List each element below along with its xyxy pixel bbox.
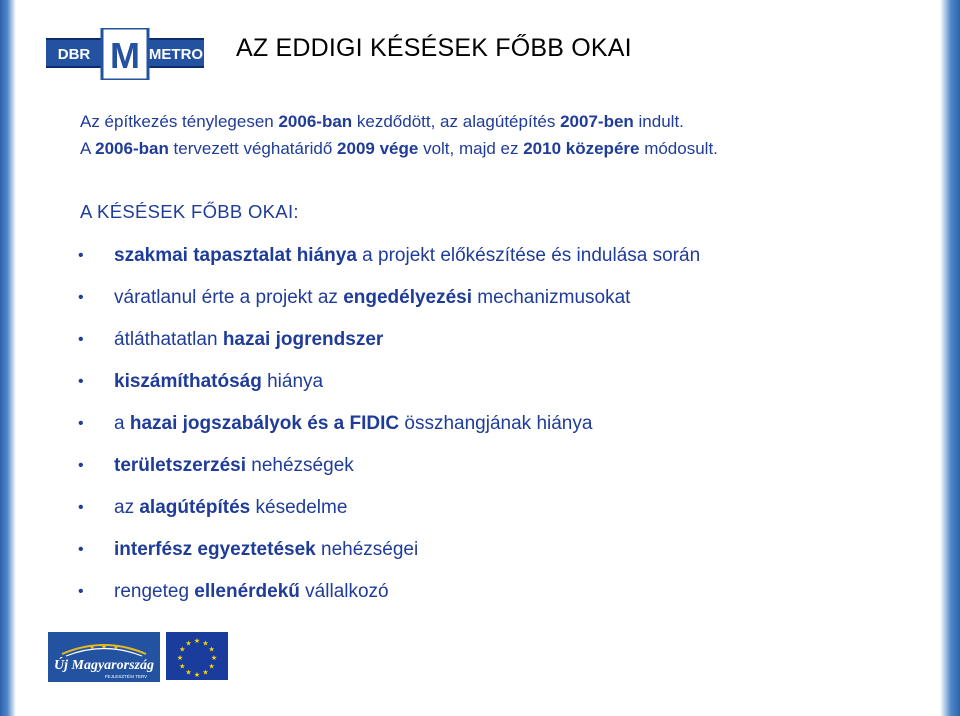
svg-text:★: ★ [208,662,215,671]
svg-text:★: ★ [202,639,209,648]
list-item [78,320,918,362]
intro-text-span: tervezett véghatáridő [168,139,338,158]
item-bold-text: alagútépítés [139,497,251,518]
intro-text-span: kezdődött, az alagútépítés [352,112,561,131]
item-bold-text: területszerzési [114,455,247,476]
bullet-icon: • [78,583,84,600]
list-item [78,278,918,320]
intro-line-1 [80,108,900,135]
intro-bold-span: 2006-ban [95,139,169,158]
list-item [78,236,918,278]
bullet-icon: • [78,457,84,474]
svg-text:★: ★ [193,671,201,679]
bullet-icon: • [78,415,84,432]
list-item [78,404,918,446]
svg-text:★: ★ [179,662,186,671]
svg-text:★: ★ [193,637,201,645]
intro-text [80,108,900,162]
item-text: nehézségei [315,539,419,560]
item-text: váratlanul érte a projekt az [114,287,344,308]
item-bold-text: kiszámíthatóság [114,371,262,392]
item-text: rengeteg [114,581,195,602]
list-item [78,572,918,614]
bullet-icon: • [78,373,84,390]
item-text: mechanizmusokat [472,287,631,308]
logo-right-text: METRO [148,46,204,63]
svg-text:★: ★ [185,668,192,677]
item-bold-text: engedélyezési [343,287,473,308]
section-heading: A KÉSÉSEK FŐBB OKAI: [80,201,299,222]
svg-text:★: ★ [208,645,215,654]
item-bold-text: interfész egyeztetések [114,539,316,560]
right-edge-bar [940,0,960,716]
bullet-icon: • [78,247,84,264]
uj-magyarorszag-logo [48,632,160,682]
svg-text:★: ★ [176,654,184,662]
hu-logo-subtext: FEJLESZTÉSI TERV [104,674,148,679]
item-bold-text: szakmai tapasztalat hiánya [114,245,357,266]
bullet-icon: • [78,541,84,558]
item-text: vállalkozó [299,581,389,602]
intro-text-span: Az építkezés ténylegesen [80,112,279,131]
intro-line-2 [80,135,900,162]
svg-text:★: ★ [210,654,218,662]
intro-text-span: módosult. [639,139,718,158]
bullet-icon: • [78,289,84,306]
item-bold-text: hazai jogrendszer [222,329,384,350]
svg-text:★: ★ [185,639,192,648]
item-text: összhangjának hiánya [399,413,593,434]
bullet-icon: • [78,331,84,348]
item-text: a projekt előkészítése és indulása során [356,245,701,266]
svg-text:★: ★ [202,668,209,677]
item-text: hiánya [261,371,324,392]
list-item [78,530,918,572]
eu-flag-icon [166,632,228,680]
item-text: nehézségek [246,455,354,476]
item-text: átláthatatlan [114,329,223,350]
item-text: késedelme [250,497,348,518]
causes-list [78,236,918,614]
left-edge-bar [0,0,16,716]
intro-bold-span: 2007-ben [560,112,634,131]
list-item [78,446,918,488]
intro-bold-span: 2009 vége [337,139,419,158]
item-text: az [114,497,140,518]
intro-text-span: A [80,139,96,158]
logo-mark: M [110,35,140,76]
intro-bold-span: 2010 közepére [523,139,640,158]
hu-logo-text: Új Magyarország [54,658,154,673]
list-item [78,488,918,530]
item-bold-text: hazai jogszabályok és a FIDIC [129,413,400,434]
logo-left-text: DBR [57,46,91,63]
bullet-icon: • [78,499,84,516]
intro-text-span: indult. [633,112,684,131]
svg-text:★: ★ [179,645,186,654]
list-item [78,362,918,404]
item-bold-text: ellenérdekű [194,581,300,602]
dbr-metro-logo [46,28,204,80]
page-title: AZ EDDIGI KÉSÉSEK FŐBB OKAI [236,34,632,62]
item-text: a [114,413,130,434]
intro-text-span: volt, majd ez [418,139,524,158]
intro-bold-span: 2006-ban [278,112,353,131]
